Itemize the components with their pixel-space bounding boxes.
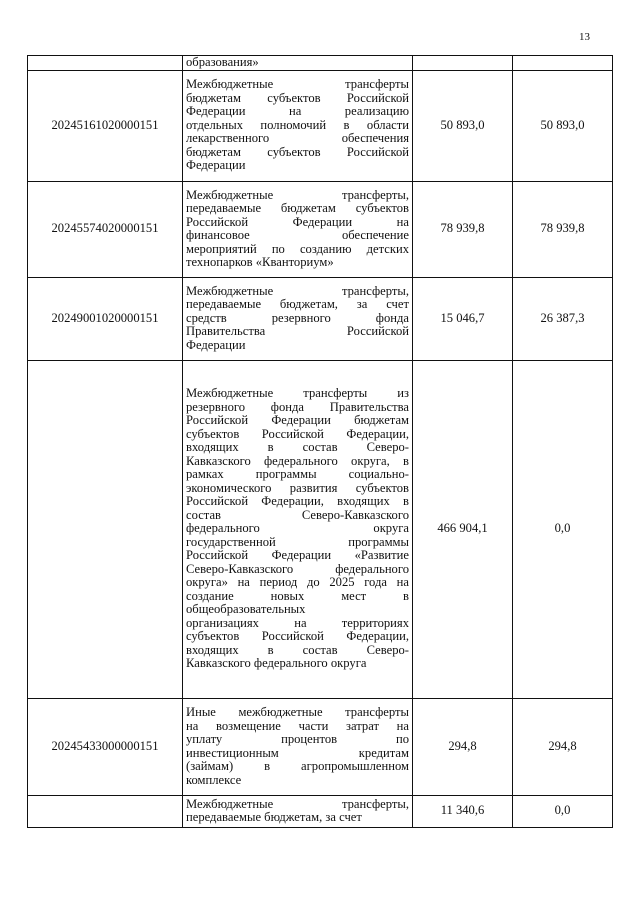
amount-cell-1: 50 893,0 bbox=[413, 70, 513, 181]
description-line: финансовое обеспечение bbox=[186, 228, 409, 242]
description-line: Правительства Российской bbox=[186, 324, 409, 339]
description-line: Иные межбюджетные трансферты bbox=[186, 705, 409, 719]
description-cell bbox=[183, 698, 413, 795]
description-line: Межбюджетные трансферты, bbox=[186, 283, 409, 298]
amount-cell-1: 294,8 bbox=[413, 698, 513, 795]
table-row bbox=[28, 795, 613, 827]
description-line: резервного фонда Правительства bbox=[186, 399, 409, 414]
description-line: федерального округа bbox=[186, 521, 409, 536]
description-line: состав Северо-Кавказского bbox=[186, 507, 409, 522]
description-line: (займам) в агропромышленном bbox=[186, 759, 409, 773]
budget-code-cell: 20245161020000151 bbox=[28, 70, 183, 181]
description-cell bbox=[183, 277, 413, 360]
budget-table bbox=[27, 55, 613, 828]
description-line: бюджетам субъектов Российской bbox=[186, 90, 409, 105]
description-line: передаваемые бюджетам субъектов bbox=[186, 201, 409, 215]
description-line: государственной программы bbox=[186, 534, 409, 549]
amount-cell-2: 0,0 bbox=[513, 795, 613, 827]
description-line: на возмещение части затрат на bbox=[186, 718, 409, 733]
amount-cell-1 bbox=[413, 56, 513, 71]
budget-code-cell: 20245433000000151 bbox=[28, 698, 183, 795]
description-line: экономического развития субъектов bbox=[186, 480, 409, 495]
amount-cell-2: 50 893,0 bbox=[513, 70, 613, 181]
description-cell bbox=[183, 360, 413, 698]
description-line: субъектов Российской Федерации, bbox=[186, 629, 409, 644]
description-line: Российской Федерации «Развитие bbox=[186, 548, 409, 563]
description-line: Межбюджетные трансферты, bbox=[186, 187, 409, 202]
description-line: Федерации bbox=[186, 158, 246, 173]
description-line: создание новых мест в bbox=[186, 588, 409, 603]
description-line: рамках программы социально- bbox=[186, 467, 409, 482]
amount-cell-1: 466 904,1 bbox=[413, 360, 513, 698]
description-line: входящих в состав Северо- bbox=[186, 440, 409, 455]
description-line: Российской Федерации на bbox=[186, 214, 409, 229]
amount-cell-2: 26 387,3 bbox=[513, 277, 613, 360]
description-line: образования» bbox=[186, 55, 259, 69]
description-line: Кавказского федерального округа, в bbox=[186, 453, 409, 468]
description-line: входящих в состав Северо- bbox=[186, 642, 409, 657]
description-line: Межбюджетные трансферты, bbox=[186, 796, 409, 811]
budget-code-cell: 20249001020000151 bbox=[28, 277, 183, 360]
description-line: комплексе bbox=[186, 772, 242, 787]
description-line: Межбюджетные трансферты из bbox=[186, 386, 409, 401]
description-line: округа» на период до 2025 года на bbox=[186, 575, 409, 590]
amount-cell-1: 15 046,7 bbox=[413, 277, 513, 360]
table-row bbox=[28, 181, 613, 277]
budget-code-cell: 20245574020000151 bbox=[28, 181, 183, 277]
table-row bbox=[28, 56, 613, 71]
description-line: бюджетам субъектов Российской bbox=[186, 144, 409, 159]
amount-cell-2: 78 939,8 bbox=[513, 181, 613, 277]
description-line: передаваемые бюджетам, за счет bbox=[186, 810, 362, 824]
description-line: отдельных полномочий в области bbox=[186, 117, 409, 132]
budget-table-body bbox=[28, 56, 613, 828]
description-line: средств резервного фонда bbox=[186, 310, 409, 325]
description-line: мероприятий по созданию детских bbox=[186, 241, 409, 256]
description-line: передаваемые бюджетам, за счет bbox=[186, 297, 409, 312]
table-row bbox=[28, 277, 613, 360]
description-cell bbox=[183, 795, 413, 827]
description-line: Северо-Кавказского федерального bbox=[186, 561, 409, 576]
description-line: субъектов Российской Федерации, bbox=[186, 426, 409, 441]
amount-cell-2 bbox=[513, 56, 613, 71]
description-cell bbox=[183, 70, 413, 181]
description-line: Федерации на реализацию bbox=[186, 104, 409, 119]
description-line: Межбюджетные трансферты bbox=[186, 77, 409, 92]
budget-code-cell bbox=[28, 795, 183, 827]
amount-cell-1: 11 340,6 bbox=[413, 795, 513, 827]
table-row bbox=[28, 360, 613, 698]
description-cell bbox=[183, 56, 413, 71]
description-line: организациях на территориях bbox=[186, 615, 409, 630]
amount-cell-1: 78 939,8 bbox=[413, 181, 513, 277]
description-line: Кавказского федерального округа bbox=[186, 656, 367, 671]
description-line: уплату процентов по bbox=[186, 732, 409, 746]
description-line: инвестиционным кредитам bbox=[186, 745, 409, 760]
budget-code-cell bbox=[28, 360, 183, 698]
table-row bbox=[28, 698, 613, 795]
description-line: технопарков «Кванториум» bbox=[186, 255, 334, 269]
description-cell bbox=[183, 181, 413, 277]
description-line: общеобразовательных bbox=[186, 602, 306, 617]
table-row bbox=[28, 70, 613, 181]
budget-code-cell bbox=[28, 56, 183, 71]
description-line: лекарственного обеспечения bbox=[186, 131, 409, 146]
description-line: Российской Федерации бюджетам bbox=[186, 413, 409, 428]
amount-cell-2: 0,0 bbox=[513, 360, 613, 698]
description-line: Российской Федерации, входящих в bbox=[186, 494, 409, 509]
description-line: Федерации bbox=[186, 337, 246, 352]
page-number: 13 bbox=[579, 31, 590, 43]
amount-cell-2: 294,8 bbox=[513, 698, 613, 795]
